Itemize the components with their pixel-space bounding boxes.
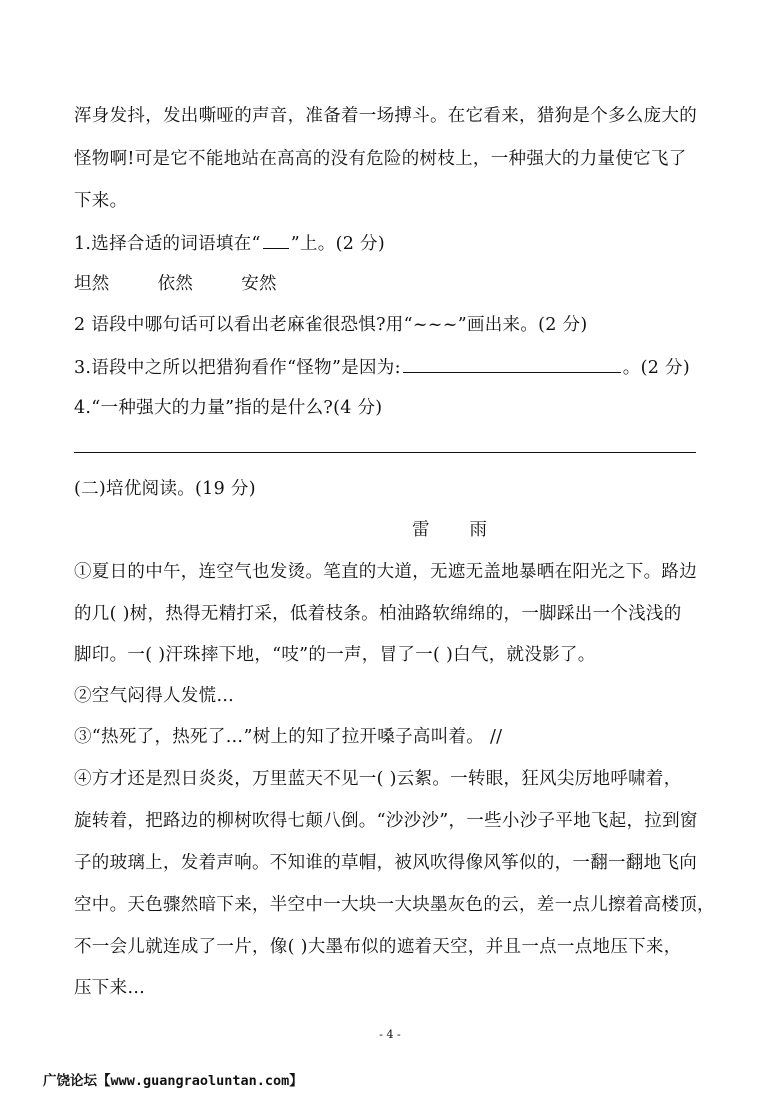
passage1-line-2: 怪物啊!可是它不能地站在高高的没有危险的树枝上，一种强大的力量使它飞了 (74, 149, 687, 169)
question-3 (74, 354, 714, 380)
reading-line-7: 旋转着，把路边的柳树吹得七颠八倒。“沙沙沙”，一些小沙子平地飞起，拉到窗 (74, 811, 698, 831)
word-choice-3: 安然 (241, 274, 277, 294)
reading-line-11: 压下来… (74, 978, 146, 998)
question-1-text-after: ”上。(2 分) (290, 234, 385, 254)
reading-title: 雷雨 (412, 520, 527, 540)
question-1 (74, 230, 714, 256)
word-choice-2: 依然 (157, 274, 194, 294)
question-3-text-before: 3.语段中之所以把猎狗看作“怪物”是因为: (74, 358, 401, 378)
passage1-line-3: 下来。 (74, 191, 128, 211)
question-4: 4.“一种强大的力量”指的是什么?(4 分) (74, 398, 383, 418)
question-3-text-after: 。(2 分) (622, 358, 690, 378)
reading-line-4: ②空气闷得人发慌… (74, 686, 235, 706)
reading-line-1: ①夏日的中午，连空气也发烫。笔直的大道，无遮无盖地暴晒在阳光之下。路边 (74, 562, 697, 582)
word-choice-1: 坦然 (74, 274, 110, 294)
question-3-answer-blank[interactable] (403, 354, 621, 373)
reading-line-2: 的几( )树，热得无精打采，低着枝条。柏油路软绵绵的，一脚踩出一个浅浅的 (74, 604, 682, 624)
footer-site-name: 广饶论坛 (43, 1073, 97, 1089)
question-4-answer-line[interactable] (74, 452, 696, 453)
reading-line-5: ③“热死了，热死了…”树上的知了拉开嗓子高叫着。 // (74, 727, 503, 747)
reading-line-9: 空中。天色骤然暗下来，半空中一大块一大块墨灰色的云，差一点儿擦着高楼顶， (74, 895, 715, 915)
page-number: - 4 - (379, 1028, 401, 1041)
question-1-blank[interactable] (263, 230, 289, 249)
section-2-heading: (二)培优阅读。(19 分) (74, 479, 256, 499)
reading-line-10: 不一会儿就连成了一片，像( )大墨布似的遮着天空，并且一点一点地压下来， (74, 937, 682, 957)
footer-url[interactable]: 【www.guangraoluntan.com】 (97, 1073, 303, 1089)
question-1-text-before: 1.选择合适的词语填在“ (74, 234, 261, 254)
passage1-line-1: 浑身发抖，发出嘶哑的声音，准备着一场搏斗。在它看来，猎狗是个多么庞大的 (74, 106, 697, 126)
reading-line-3: 脚印。一( )汗珠摔下地，“吱”的一声，冒了一( )白气，就没影了。 (74, 645, 596, 665)
reading-line-6: ④方才还是烈日炎炎，万里蓝天不见一( )云絮。一转眼，狂风尖厉地呼啸着， (74, 769, 682, 789)
reading-line-8: 子的玻璃上，发着声响。不知谁的草帽，被风吹得像风筝似的，一翻一翻地飞向 (74, 853, 697, 873)
question-2: 2 语段中哪句话可以看出老麻雀很恐惧?用“~~~”画出来。(2 分) (74, 315, 588, 335)
question-1-word-choices (74, 272, 714, 296)
footer-watermark (43, 1072, 303, 1090)
